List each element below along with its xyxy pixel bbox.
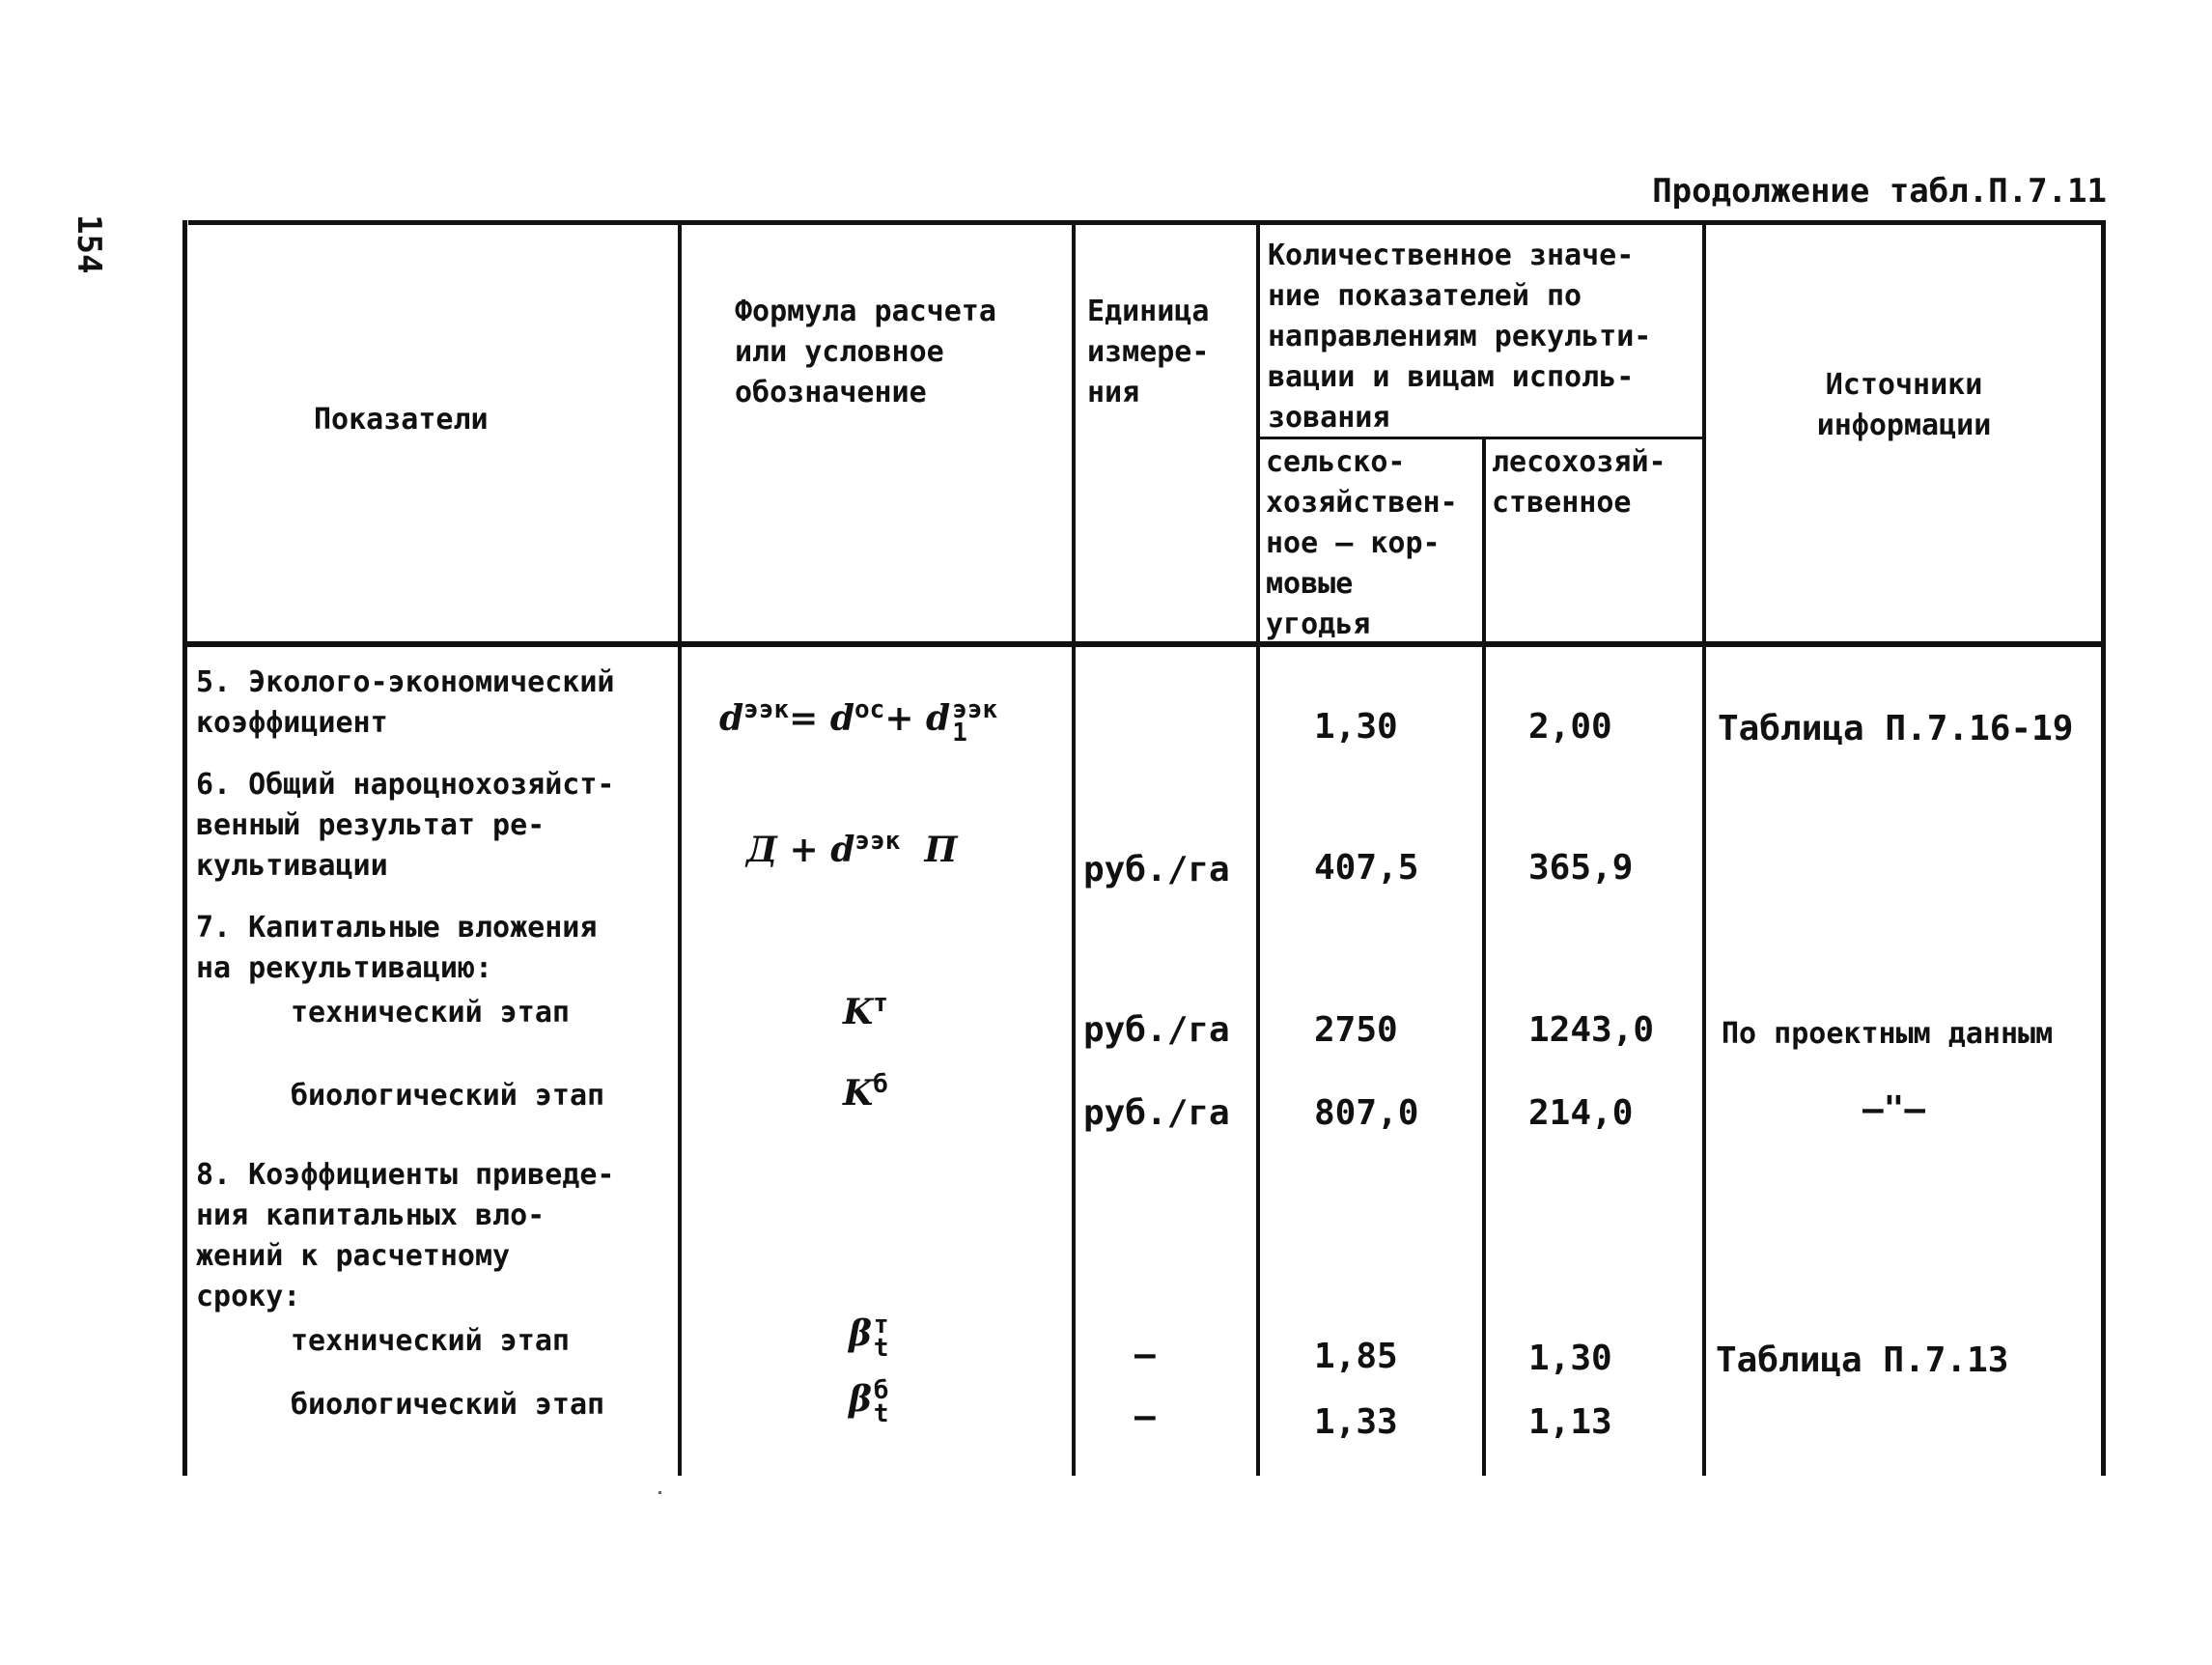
rule-after-formula xyxy=(1072,220,1076,1476)
data-table xyxy=(179,220,2106,1476)
header-formula: Формула расчета или условное обозначение xyxy=(735,295,996,409)
scan-speck xyxy=(658,1491,661,1494)
table-left-rule xyxy=(182,220,187,1476)
row-7-bio-label: биологический этап xyxy=(291,1079,605,1113)
row-8-tech-unit: – xyxy=(1134,1335,1156,1374)
row-6-agri-value: 407,5 xyxy=(1314,848,1419,888)
header-sources: Источники информации xyxy=(1816,368,1992,442)
row-7-tech-label: технический этап xyxy=(291,996,570,1030)
row-8-bio-forest-value: 1,13 xyxy=(1528,1402,1612,1442)
row-5-source: Таблица П.7.16-19 xyxy=(1718,709,2074,748)
row-7-tech-forest-value: 1243,0 xyxy=(1528,1010,1655,1050)
row-5-agri-value: 1,30 xyxy=(1314,707,1398,747)
row-7-bio-forest-value: 214,0 xyxy=(1528,1093,1634,1133)
header-agri: сельско- хозяйствен- ное – кор- мовые угодья xyxy=(1266,445,1458,641)
row-8-bio-formula: β б t xyxy=(849,1376,889,1428)
row-8-bio-label: биологический этап xyxy=(291,1388,605,1422)
row-7-bio-agri-value: 807,0 xyxy=(1314,1093,1419,1133)
row-8-label: 8. Коэффициенты приведе- ния капитальных вло- жений к расчетному сроку: xyxy=(196,1158,615,1313)
row-8-tech-agri-value: 1,85 xyxy=(1314,1337,1398,1376)
header-quantity: Количественное значе- ние показателей по направлениям рекульти- вации и вицам исполь- зования xyxy=(1268,239,1652,435)
row-7-tech-unit: руб./га xyxy=(1083,1010,1230,1050)
row-5-forest-value: 2,00 xyxy=(1528,707,1612,747)
row-7-bio-unit: руб./га xyxy=(1083,1093,1230,1133)
row-5-label: 5. Эколого-экономический коэффициент xyxy=(196,665,615,740)
header-unit: Единица измере- ния xyxy=(1087,295,1210,409)
row-6-unit: руб./га xyxy=(1083,850,1230,889)
row-7-tech-agri-value: 2750 xyxy=(1314,1010,1398,1050)
row-7-bio-source: –"– xyxy=(1862,1089,1926,1129)
header-forest: лесохозяй- ственное xyxy=(1492,445,1666,520)
rule-after-unit xyxy=(1256,220,1260,1476)
page-number: 154 xyxy=(70,214,108,274)
row-8-tech-label: технический этап xyxy=(291,1324,570,1358)
row-7-bio-formula: $K^б$ xyxy=(843,1070,888,1114)
row-8-bio-unit: – xyxy=(1134,1397,1156,1436)
row-7-tech-formula: $K^т$ xyxy=(843,989,888,1032)
row-5-formula: $d^{ээк}= d^{ос}+ d$ ээк 1 xyxy=(719,695,998,748)
row-8-bio-agri-value: 1,33 xyxy=(1314,1402,1398,1442)
row-8-tech-source: Таблица П.7.13 xyxy=(1716,1340,2009,1380)
table-top-rule xyxy=(188,220,2106,225)
header-indicators: Показатели xyxy=(314,403,489,437)
row-8-tech-formula: β т t xyxy=(849,1311,889,1363)
row-6-forest-value: 365,9 xyxy=(1528,848,1634,888)
row-8-tech-forest-value: 1,30 xyxy=(1528,1339,1612,1378)
row-7-label: 7. Капитальные вложения на рекультивацию: xyxy=(196,911,598,985)
row-6-label: 6. Общий нароцнохозяйст- венный результат ре- культивации xyxy=(196,768,615,883)
row-7-tech-source: По проектным данным xyxy=(1722,1017,2054,1051)
rule-after-indicators xyxy=(678,220,682,1476)
row-6-formula: $Д + d^{ээк}$ П xyxy=(746,827,958,870)
rule-agri-forest xyxy=(1482,437,1486,1476)
continuation-label: Продолжение табл.П.7.11 xyxy=(1652,172,2107,211)
header-bottom-rule xyxy=(184,641,2106,647)
